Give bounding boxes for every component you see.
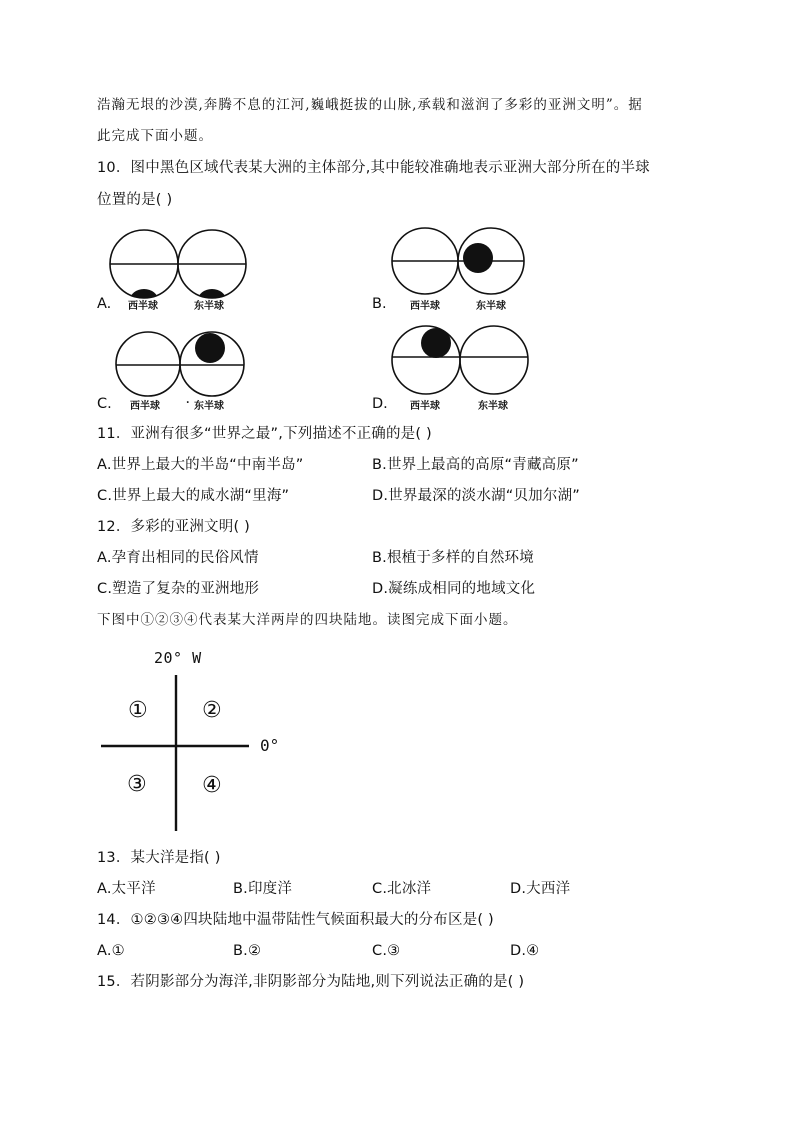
- west-hemisphere-circle: [116, 332, 180, 396]
- region-3: ③: [127, 772, 147, 797]
- q10-b-east-caption: 东半球: [476, 301, 506, 312]
- q12-option-a[interactable]: A.孕育出相同的民俗风情: [97, 550, 259, 566]
- q10-option-a-hemispheres: [108, 228, 248, 300]
- region-2: ②: [202, 698, 222, 723]
- q14-option-c[interactable]: C.③: [372, 943, 401, 959]
- q10-d-west-caption: 西半球: [410, 401, 440, 412]
- q10-c-west-caption: 西半球: [130, 401, 160, 412]
- q11-option-c[interactable]: C.世界上最大的咸水湖“里海”: [97, 488, 290, 504]
- q10-c-east-caption: 东半球: [194, 401, 224, 412]
- q10-b-west-caption: 西半球: [410, 301, 440, 312]
- q13-option-c[interactable]: C.北冰洋: [372, 881, 432, 897]
- q10-c-dot: .: [186, 395, 190, 406]
- q11-option-a[interactable]: A.世界上最大的半岛“中南半岛”: [97, 457, 304, 473]
- q10-option-d-hemispheres: [390, 324, 530, 396]
- q14-option-d[interactable]: D.④: [510, 943, 540, 959]
- q11-option-d[interactable]: D.世界最深的淡水湖“贝加尔湖”: [372, 488, 580, 504]
- q10-stem-line-2: 位置的是( ): [97, 192, 173, 208]
- q14-stem: 14．①②③④四块陆地中温带陆性气候面积最大的分布区是( ): [97, 912, 494, 928]
- q10-option-d-label: D.: [372, 396, 388, 412]
- q13-option-a[interactable]: A.太平洋: [97, 881, 156, 897]
- q14-option-b[interactable]: B.②: [233, 943, 262, 959]
- east-hemisphere-circle: [460, 326, 528, 394]
- region-4: ④: [202, 773, 222, 798]
- q14-option-a[interactable]: A.①: [97, 943, 125, 959]
- q15-stem: 15．若阴影部分为海洋,非阴影部分为陆地,则下列说法正确的是( ): [97, 974, 525, 990]
- q10-a-west-caption: 西半球: [128, 301, 158, 312]
- q10-a-east-caption: 东半球: [194, 301, 224, 312]
- q13-stem: 13．某大洋是指( ): [97, 850, 221, 866]
- east-black-region: [463, 243, 493, 273]
- q12-stem: 12．多彩的亚洲文明( ): [97, 519, 250, 535]
- q13-option-d[interactable]: D.大西洋: [510, 881, 571, 897]
- q10-stem-line-1: 10．图中黑色区域代表某大洲的主体部分,其中能较准确地表示亚洲大部分所在的半球: [97, 160, 650, 176]
- q10-option-b-label: B.: [372, 296, 387, 312]
- q11-option-b[interactable]: B.世界上最高的高原“青藏高原”: [372, 457, 579, 473]
- q12-option-d[interactable]: D.凝练成相同的地域文化: [372, 581, 536, 597]
- q10-option-c-hemispheres: [114, 330, 248, 398]
- intro-line-2: 此完成下面小题。: [97, 128, 213, 144]
- west-black-region: [421, 328, 451, 358]
- q10-option-a-label: A.: [97, 296, 112, 312]
- ocean-quadrant-map: [97, 645, 297, 835]
- intro-line-1: 浩瀚无垠的沙漠,奔腾不息的江河,巍峨挺拔的山脉,承载和滋润了多彩的亚洲文明”。据: [97, 97, 643, 113]
- map-intro: 下图中①②③④代表某大洋两岸的四块陆地。读图完成下面小题。: [97, 612, 518, 628]
- east-black-region: [195, 333, 225, 363]
- q10-option-b-hemispheres: [390, 226, 526, 296]
- meridian-label: 20° W: [154, 649, 202, 667]
- equator-label: 0°: [260, 736, 280, 755]
- q11-stem: 11．亚洲有很多“世界之最”,下列描述不正确的是( ): [97, 426, 432, 442]
- q12-option-c[interactable]: C.塑造了复杂的亚洲地形: [97, 581, 260, 597]
- q13-option-b[interactable]: B.印度洋: [233, 881, 293, 897]
- region-1: ①: [128, 698, 148, 723]
- q10-option-c-label: C.: [97, 396, 112, 412]
- q12-option-b[interactable]: B.根植于多样的自然环境: [372, 550, 534, 566]
- q10-d-east-caption: 东半球: [478, 401, 508, 412]
